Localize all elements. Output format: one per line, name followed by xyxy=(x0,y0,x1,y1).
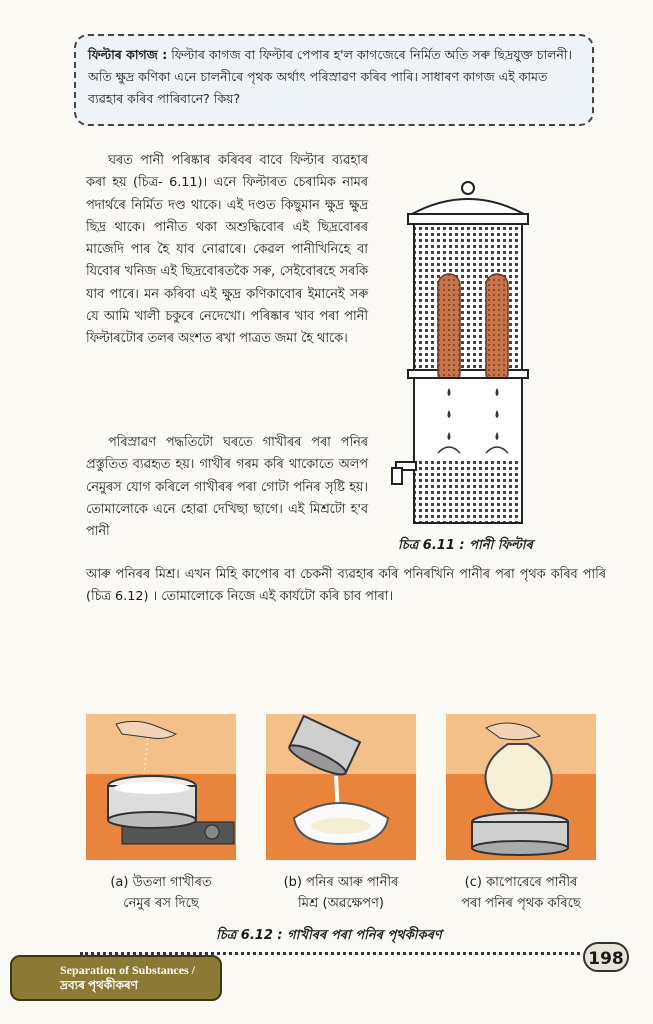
callout-term: ফিল্টাৰ কাগজ : xyxy=(88,47,168,62)
paragraph-paneer-continued: আৰু পনিৰৰ মিশ্ৰ। এখন মিহি কাপোৰ বা চেকনী ব্যৱহাৰ কৰি পনিৰখিনি পানীৰ পৰা পৃথক কৰিব পাৰি (চিত্ৰ 6.12) । তোমালোকে নিজে এই কাৰ্যটো কৰি চাব পাৰা। xyxy=(86,567,606,605)
callout-body: ফিল্টাৰ কাগজ বা ফিল্টাৰ পেপাৰ হ'ল কাগজেৰে নিৰ্মিত অতি সৰু ছিদ্ৰযুক্ত চালনী। অতি ক্ষুদ্ৰ কণিকা এনে চালনীৰে পৃথক অৰ্থাৎ পৰিস্ৰাৱণ কৰিব পাৰি। সাধাৰণ কাগজ এই কামত ব্যৱহাৰ কৰিব পাৰিবানে? কিয়? xyxy=(88,47,572,106)
page-number: 198 xyxy=(583,942,629,972)
chapter-footer xyxy=(10,955,222,1001)
chapter-title-english: Separation of Substances / xyxy=(60,963,196,977)
paragraph-paneer: পৰিস্ৰাৱণ পদ্ধতিটো ঘৰতে গাখীৰৰ পৰা পনিৰ প্ৰস্তুতিত ব্যৱহৃত হয়। গাখীৰ গৰম কৰি থাকোতে অলপ নেমুৰস যোগ কৰিলে গাখীৰৰ পৰা গোটা পনিৰ সৃষ্টি হয়। তোমালোকে এনে হোৱা দেখিছা ছাগে। এই মিশ্ৰটো হ'ব পানী xyxy=(86,435,368,540)
panel-b-caption xyxy=(256,872,426,914)
figure-6-11-caption: চিত্ৰ 6.11 : পানী ফিল্টাৰ xyxy=(398,538,533,553)
panel-a-caption xyxy=(76,872,246,914)
panel-b-illustration xyxy=(266,714,416,860)
panel-a-caption-line1: (a) উতলা গাখীৰত xyxy=(110,875,212,890)
water-filter-illustration xyxy=(382,178,542,530)
figure-6-12-caption: চিত্ৰ 6.12 : গাখীৰৰ পৰা পনিৰ পৃথকীকৰণ xyxy=(216,928,442,943)
panel-a-illustration xyxy=(86,714,236,860)
paragraph-water-filter: ঘৰত পানী পৰিষ্কাৰ কৰিবৰ বাবে ফিল্টাৰ ব্যৱহাৰ কৰা হয় (চিত্ৰ- 6.11)। এনে ফিল্টাৰত চেৰামিক নামৰ পদাৰ্থৰে নিৰ্মিত দণ্ড থাকে। এই দণ্ডত কিছুমান ক্ষুদ্ৰ ক্ষুদ্ৰ ছিদ্ৰ থাকে। পানীত থকা অশুদ্ধিবোৰ এই ছিদ্ৰবোৰৰ মাজেদি পাৰ হৈ যাব নোৱাৰে। কেৱল পানীখিনিহে বা যিবোৰ খনিজ এই ছিদ্ৰবোৰতকৈ সৰু, সেইবোৰহে সৰকি যাব পাৰে। মন কৰিবা এই ক্ষুদ্ৰ কণিকাবোৰ ইমানেই সৰু যে আমি খালী চকুৰে নেদেখো। পৰিষ্কাৰ খাব পৰা পানী ফিল্টাৰটোৰ তলৰ অংশত ৰখা পাত্ৰত জমা হৈ থাকে। xyxy=(86,153,368,347)
panel-c-caption xyxy=(436,872,606,914)
panel-a-caption-line2: নেমুৰ ৰস দিছে xyxy=(123,896,199,911)
panel-c-caption-line2: পৰা পনিৰ পৃথক কৰিছে xyxy=(461,896,581,911)
panel-c-caption-line1: (c) কাপোৰেৰে পানীৰ xyxy=(464,875,578,890)
panel-c-illustration xyxy=(446,714,596,860)
panel-b-caption-line1: (b) পনিৰ আৰু পানীৰ xyxy=(283,875,399,890)
chapter-title-assamese: দ্ৰব্যৰ পৃথকীকৰণ xyxy=(60,978,139,992)
panel-b-caption-line2: মিশ্ৰ (অৱক্ষেপণ) xyxy=(298,896,384,911)
filter-paper-callout xyxy=(74,34,594,126)
